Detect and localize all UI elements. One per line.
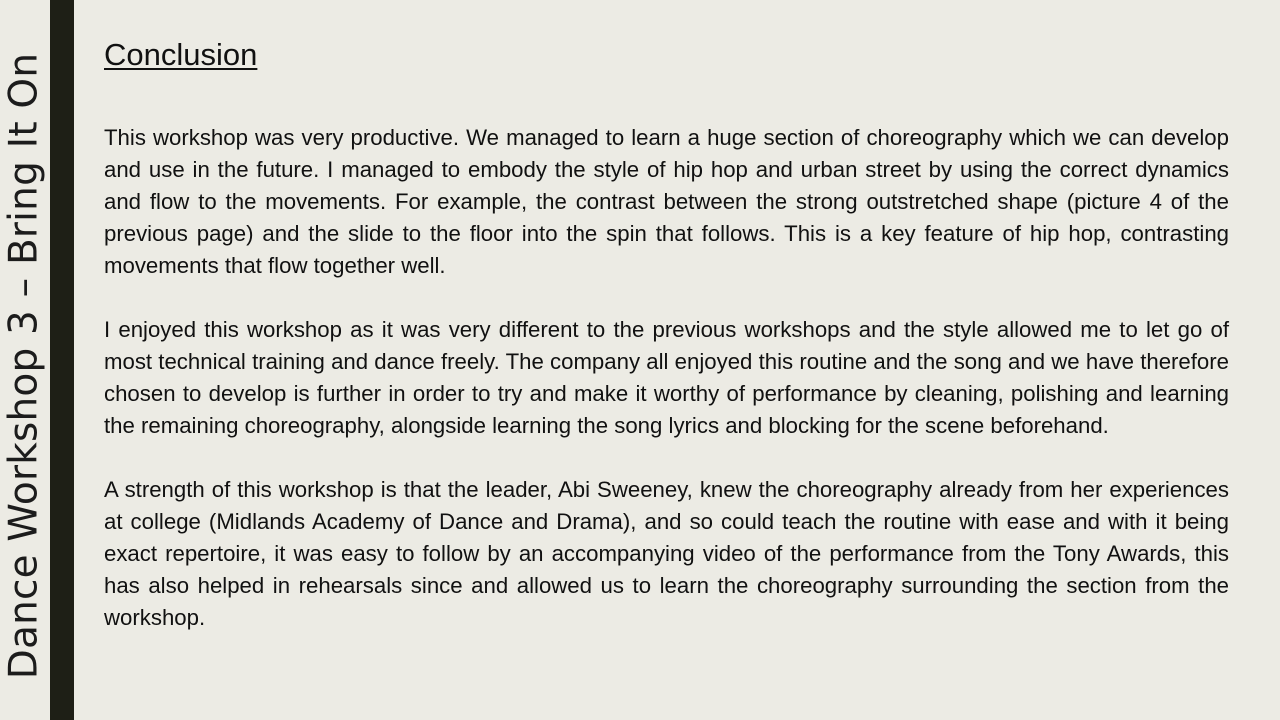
paragraph-enjoyment: I enjoyed this workshop as it was very different to the previous workshops and the style allowed me to let go of most technical training and dance freely. The company all enjoyed this routine and the song and we have therefore chosen to develop is further in order to try and make it worthy of performance by cleaning, polishing and learning the remaining choreography, alongside learning the song lyrics and blocking for the scene beforehand.	[104, 317, 1229, 438]
side-title-area	[0, 0, 50, 720]
accent-bar	[50, 0, 74, 720]
paragraph-strength: A strength of this workshop is that the leader, Abi Sweeney, knew the choreography already from her experiences at college (Midlands Academy of Dance and Drama), and so could teach the routine with ease and with it being exact repertoire, it was easy to follow by an accompanying video of the performance from the Tony Awards, this has also helped in rehearsals since and allowed us to learn the choreography surrounding the section from the workshop.	[104, 477, 1229, 630]
slide-heading: Conclusion	[104, 37, 258, 72]
paragraph-productivity: This workshop was very productive. We managed to learn a huge section of choreography which we can develop and use in the future. I managed to embody the style of hip hop and urban street by using the correct dynamics and flow to the movements. For example, the contrast between the strong outstretched shape (picture 4 of the previous page) and the slide to the floor into the spin that follows. This is a key feature of hip hop, contrasting movements that flow together well.	[104, 125, 1229, 278]
side-title: Dance Workshop 3 – Bring It On	[1, 52, 47, 680]
slide-content	[104, 36, 1229, 634]
